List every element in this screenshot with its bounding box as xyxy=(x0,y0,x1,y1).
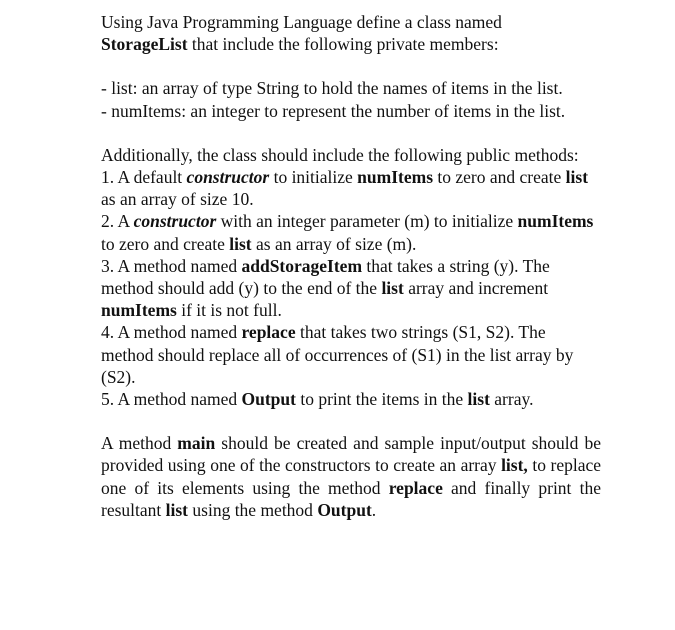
member-numitems: - numItems: an integer to represent the number of items in the list. xyxy=(101,100,566,121)
keyword-constructor: constructor xyxy=(133,211,217,232)
text: 3. A method named xyxy=(101,255,242,276)
spacer xyxy=(101,55,601,77)
assignment-document xyxy=(101,11,601,521)
text: to initialize xyxy=(269,167,358,188)
keyword-list: list xyxy=(229,233,252,254)
method-4 xyxy=(101,321,601,388)
text: array. xyxy=(489,389,534,410)
text: as an array of size (m). xyxy=(251,233,417,254)
text: A method xyxy=(101,433,178,454)
method-3 xyxy=(101,255,601,322)
text: that takes two strings (S1, S2). The method should replace all of occurrences of (S1) in the list array by (S2). xyxy=(101,322,574,387)
text: and finally print the resultant xyxy=(101,477,601,520)
text: that takes a string (y). The method should add (y) to the end of the xyxy=(101,255,550,299)
text: as an array of size 10. xyxy=(101,189,254,210)
text: to print the items in the xyxy=(295,389,468,410)
text: if it is not full. xyxy=(176,300,282,321)
keyword-output: Output xyxy=(241,389,296,410)
spacer xyxy=(101,410,601,432)
keyword-list: list xyxy=(165,499,189,520)
final-paragraph xyxy=(101,432,601,521)
keyword-constructor: constructor xyxy=(186,167,270,188)
text: to zero and create xyxy=(433,167,566,188)
text: 1. A default xyxy=(101,167,187,188)
text: using the method xyxy=(188,499,318,520)
member-list: - list: an array of type String to hold the names of items in the list. xyxy=(101,78,563,99)
class-name: StorageList xyxy=(101,34,188,55)
intro-text: Using Java Programming Language define a class named xyxy=(101,12,502,32)
keyword-list: list xyxy=(565,167,589,188)
keyword-replace: replace xyxy=(241,322,296,343)
text: to zero and create xyxy=(101,233,230,254)
text: with an integer parameter (m) to initialize xyxy=(216,211,518,232)
spacer xyxy=(101,122,601,144)
method-1 xyxy=(101,166,601,210)
text: to replace one of its elements using the method xyxy=(101,455,602,498)
keyword-list: list xyxy=(381,278,404,299)
keyword-replace: replace xyxy=(388,477,443,498)
text: array and increment xyxy=(403,278,549,299)
intro-text-2: that include the following private members: xyxy=(187,34,499,55)
keyword-addstorageitem: addStorageItem xyxy=(241,255,363,276)
method-2 xyxy=(101,210,601,254)
keyword-list: list, xyxy=(501,455,528,476)
keyword-output: Output xyxy=(317,499,372,520)
text: 2. A xyxy=(101,211,134,232)
text: . xyxy=(371,499,377,520)
methods-intro: Additionally, the class should include the following public methods: xyxy=(101,144,579,165)
keyword-list: list xyxy=(467,389,490,410)
intro-paragraph xyxy=(101,11,601,55)
keyword-numitems: numItems xyxy=(517,211,594,232)
text: 5. A method named xyxy=(101,389,242,410)
keyword-numitems: numItems xyxy=(101,300,177,321)
method-5 xyxy=(101,388,601,410)
keyword-numitems: numItems xyxy=(357,167,434,188)
text: should be created and sample input/output should be provided using one of the constructors to create an array xyxy=(101,433,601,476)
text: 4. A method named xyxy=(101,322,242,343)
keyword-main: main xyxy=(177,433,216,454)
